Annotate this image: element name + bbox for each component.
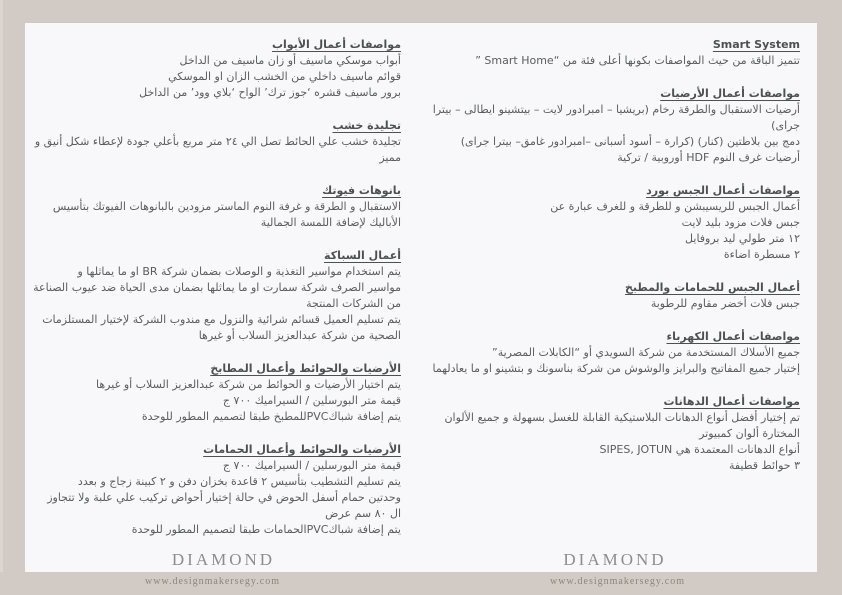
diamond-logo-left: DIAMOND: [171, 550, 276, 569]
right-column: [430, 37, 800, 491]
section-heading: أعمال الجبس للحمامات والمطبخ: [625, 281, 800, 294]
spec-section: [33, 248, 401, 344]
website-url-right: www.designmakersegy.com: [549, 576, 685, 587]
footer-band: [0, 572, 842, 595]
section-line: أرضيات الاستقبال والطرقة رخام (بريشيا – امبرادور لايت – بيتشينو ايطالى – بيترا: [432, 103, 800, 116]
section-line: ٣ حوائط قطيفة: [728, 459, 800, 472]
section-line: الاستقبال و الطرقة و غرفة النوم الماستر مزودين بالبانوهات الفيوتك بتأسيس: [52, 200, 401, 213]
section-line: جبس فلات مزود بليد لايت: [681, 216, 800, 229]
section-line: ال ٨٠ سم عرض: [325, 507, 401, 520]
section-line: جراى): [771, 119, 800, 132]
section-line: أنواع الدهانات المعتمدة هي SIPES, JOTUN: [599, 443, 800, 456]
section-line: أبواب موسكي ماسيف أو زان ماسيف من الداخل: [179, 54, 401, 67]
left-column: [33, 37, 401, 555]
section-heading: الأرضيات والحوائط وأعمال المطابخ: [210, 362, 401, 375]
section-heading: مواصفات أعمال الأرضيات: [660, 87, 800, 100]
section-heading: بانوهات فيوتك: [322, 184, 401, 197]
section-line: جميع الأسلاك المستخدمة من شركة السويدي أو “الكابلات المصرية”: [492, 346, 800, 359]
spec-section: [46, 442, 401, 538]
section-line: المختارة ألوان كمبيوتر: [699, 427, 800, 440]
spec-section: [34, 118, 401, 166]
section-heading: مواصفات أعمال الأبواب: [271, 38, 401, 51]
section-heading: أعمال السباكة: [324, 249, 401, 262]
section-heading: الأرضيات والحوائط وأعمال الحمامات: [203, 443, 401, 456]
spec-section: [46, 183, 401, 231]
section-line: إختيار جميع المفاتيح والبرايز والوشوش من شركة بناسونك و بتشينو او ما يعادلهما: [432, 362, 800, 375]
section-line: وحدتين حمام أسفل الحوض في حالة إختيار أحواض تركيب علي علبة ولا تتجاوز: [47, 491, 401, 504]
section-line: يتم إضافة شباكPVCللمطبخ طبقا لتصميم المطور للوحدة: [141, 410, 401, 423]
section-line: قيمة متر البورسلين / السيراميك ٧٠٠ ج: [222, 394, 401, 407]
section-line: قيمة متر البورسلين / السيراميك ٧٠٠ ج: [222, 459, 401, 472]
section-line: الأباليك لإضافة اللمسة الجمالية: [260, 216, 401, 229]
section-heading: مواصفات أعمال الجبس بورد: [646, 184, 800, 197]
spec-section: [430, 183, 800, 263]
section-line: ٢ مسطرة اضاءة: [723, 248, 800, 261]
section-line: برور ماسيف قشره ‘جوز ترك’ الواح ‘بلاي وود’ من الداخل: [139, 86, 401, 99]
page-edge-strip: [0, 0, 3, 595]
section-line: مميز: [379, 151, 401, 164]
spec-section: [430, 280, 800, 312]
section-line: تجليدة خشب علي الحائط تصل الي ٢٤ متر مربع بأعلي جودة لإعطاء شكل أنيق و: [34, 135, 401, 148]
section-line: مواسير الصرف شركة سمارت او ما يماثلها بضمان مدى الحياة ضد عيوب الصناعة: [33, 281, 401, 294]
diamond-logo-right: DIAMOND: [563, 550, 667, 569]
section-line: تتميز الباقة من حيث المواصفات بكونها أعلى فئة من “Smart Home ”: [475, 54, 800, 67]
section-line: يتم إضافة شباكPVCالحمامات طبقا لتصميم المطور للوحدة: [131, 523, 401, 536]
spec-section: [430, 86, 800, 166]
spec-section: [430, 394, 800, 474]
section-line: قوائم ماسيف داخلي من الخشب الزان او الموسكي: [168, 70, 401, 83]
section-line: يتم استخدام مواسير التغذية و الوصلات بضمان شركة BR او ما يماثلها و: [77, 265, 401, 278]
content-sheet: [25, 23, 817, 572]
section-line: دمج بين بلاطتين (كنار) (كرارة – أسود أسبانى –امبرادور غامق– بيترا جراى): [460, 135, 800, 148]
section-line: تم إختيار أفضل أنواع الدهانات البلاستيكية القابلة للغسل بسهولة و جميع الألوان: [444, 411, 800, 424]
section-line: ١٢ متر طولي ليد بروفايل: [685, 232, 800, 245]
section-line: يتم تسليم التشطيب بتأسيس ٢ قاعدة بخزان دفن و ٢ كبينة زجاج و بعدد: [77, 475, 401, 488]
spec-section: [46, 361, 401, 425]
spec-section: [430, 37, 800, 69]
section-line: من الشركات المنتجة: [306, 297, 401, 310]
section-heading: مواصفات أعمال الكهرباء: [666, 330, 800, 343]
spec-section: [430, 329, 800, 377]
section-heading: تجليدة خشب: [332, 119, 401, 132]
section-line: يتم اختيار الأرضيات و الحوائط من شركة عبدالعزيز السلاب أو غيرها: [96, 378, 401, 391]
section-line: الصحية من شركة عبدالعزيز السلاب أو غيرها: [198, 329, 401, 342]
section-line: أعمال الجبس للريسيبشن و للطرقة و للغرف عبارة عن: [550, 200, 800, 213]
section-heading: Smart System: [712, 38, 800, 51]
section-line: يتم تسليم العميل قسائم شرائية والنزول مع مندوب الشركة لإختيار المستلزمات: [42, 313, 401, 326]
spec-section: [46, 37, 401, 101]
section-line: جبس فلات أخضر مقاوم للرطوبة: [650, 297, 800, 310]
section-heading: مواصفات أعمال الدهانات: [663, 395, 800, 408]
website-url-left: www.designmakersegy.com: [144, 576, 280, 587]
section-line: أرضيات غرف النوم HDF أوروبية / تركية: [617, 151, 800, 164]
